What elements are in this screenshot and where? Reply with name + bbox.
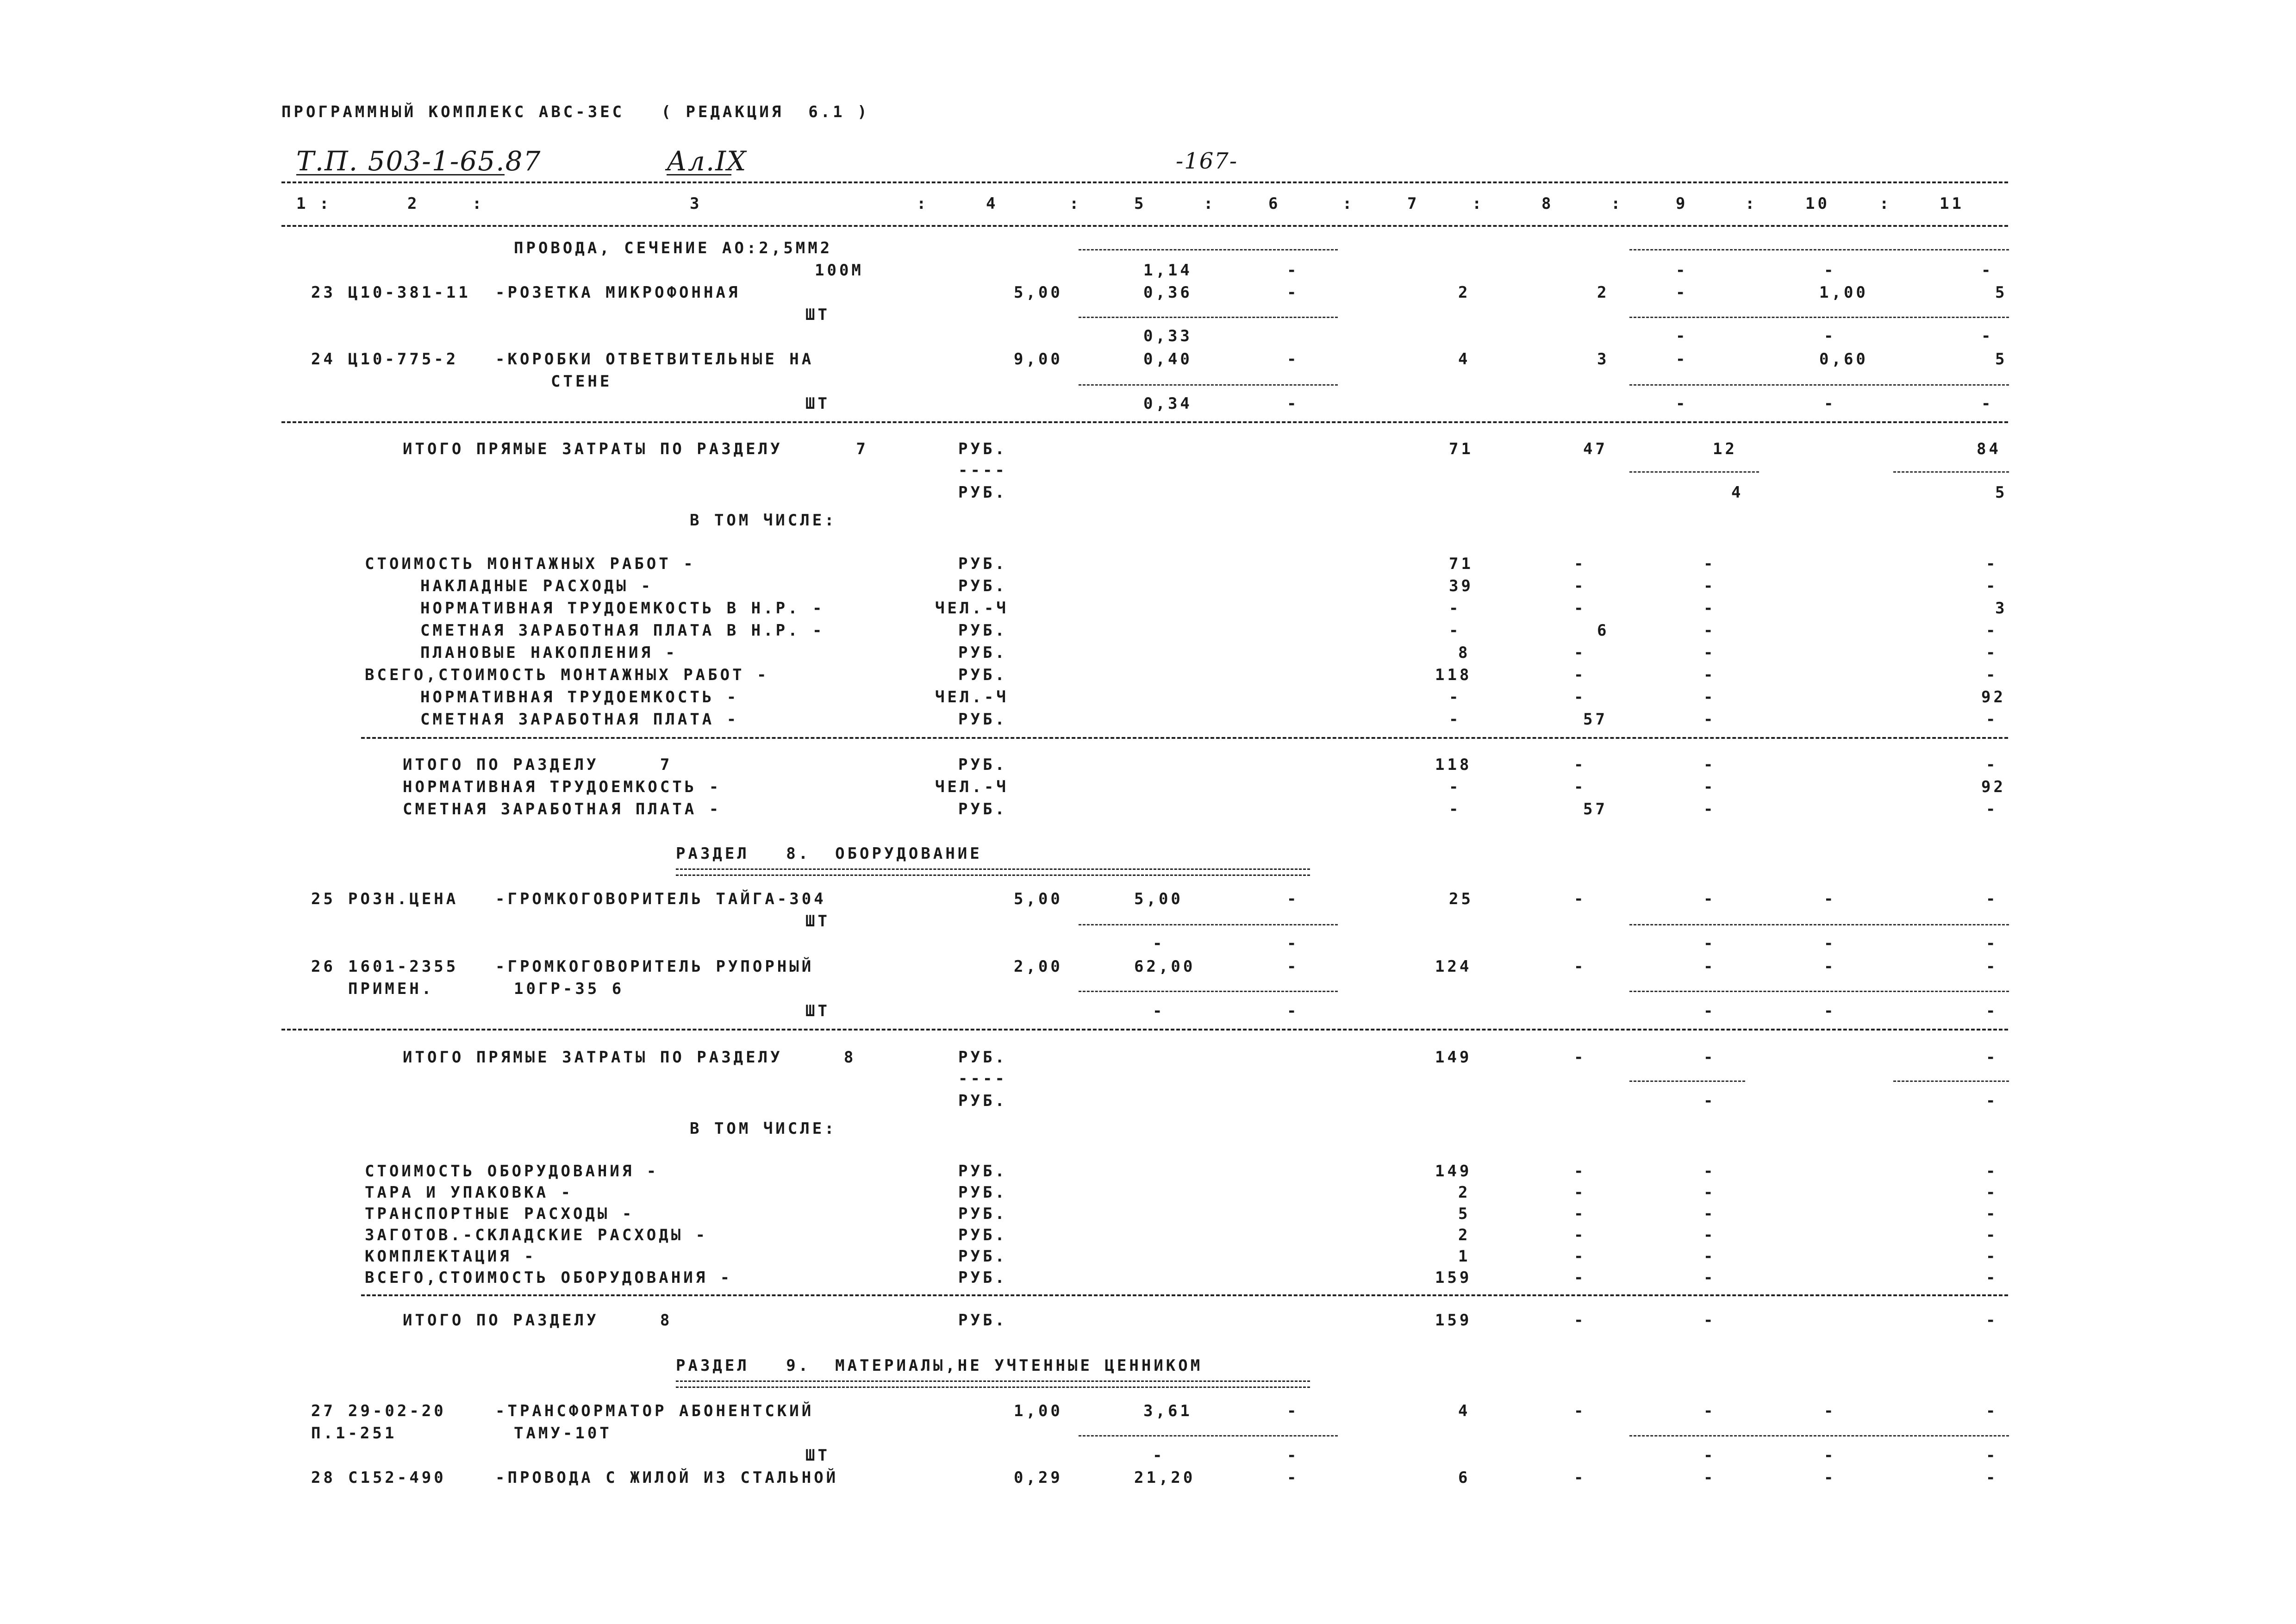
- cell-col11: -: [1986, 800, 1998, 818]
- row-number: 26: [311, 957, 336, 976]
- price-code: 29-02-20: [348, 1402, 446, 1420]
- cell-col11: -: [1986, 1247, 1998, 1266]
- item-name-cont: СТЕНЕ: [551, 372, 612, 391]
- unit-label: ШТ: [805, 394, 830, 413]
- cell-col7: -: [1449, 599, 1461, 618]
- cell-col8: -: [1574, 1247, 1586, 1266]
- cell-col11: 5: [1995, 483, 2008, 502]
- cell-col7: -: [1449, 710, 1461, 729]
- cell-col9: -: [1703, 1183, 1716, 1202]
- cell-col4: 1,00: [1014, 1402, 1063, 1420]
- cell-col11: -: [1986, 1048, 1998, 1067]
- column-sep: :: [319, 194, 332, 213]
- cell-col11: -: [1986, 934, 1998, 953]
- cell-col11: 92: [1981, 778, 2006, 796]
- unit-label: 100М: [815, 261, 864, 280]
- cell-col7: 6: [1458, 1468, 1471, 1487]
- cell-col8: 57: [1583, 800, 1608, 818]
- cell-col5: 62,00: [1134, 957, 1196, 976]
- unit-label: ЧЕЛ.-Ч: [935, 599, 1009, 618]
- column-3: 3: [690, 194, 702, 213]
- cell-col10: -: [1824, 1402, 1836, 1420]
- section-rule: [281, 1029, 2008, 1031]
- cell-col5: 5,00: [1134, 890, 1183, 908]
- cell-col11: -: [1986, 1002, 1998, 1020]
- row-number: 28: [311, 1468, 336, 1487]
- unit-label: РУБ.: [958, 1205, 1007, 1223]
- column-header-rule: [281, 225, 2008, 227]
- unit-label: РУБ.: [958, 555, 1007, 573]
- cell-col11: -: [1986, 666, 1998, 684]
- cell-col8: -: [1574, 1402, 1586, 1420]
- row-number: 23: [311, 283, 336, 302]
- section-rule: [361, 737, 2008, 739]
- breakdown-label: НАКЛАДНЫЕ РАСХОДЫ -: [420, 577, 653, 595]
- cell-col9: -: [1703, 1311, 1716, 1330]
- cell-col5: 0,33: [1143, 327, 1192, 345]
- section-rule: [281, 421, 2008, 423]
- item-name: -РОЗЕТКА МИКРОФОННАЯ: [495, 283, 741, 302]
- cell-col10: -: [1824, 261, 1836, 280]
- unit-label: ШТ: [805, 912, 830, 931]
- cell-col5: -: [1153, 1446, 1165, 1465]
- section-heading-underline: [676, 1380, 1310, 1388]
- cell-col7: 2: [1458, 283, 1471, 302]
- cell-col5: 21,20: [1134, 1468, 1196, 1487]
- unit-label: РУБ.: [958, 800, 1007, 818]
- price-code: С152-490: [348, 1468, 446, 1487]
- cell-col8: -: [1574, 1162, 1586, 1181]
- cell-col8: 47: [1583, 440, 1608, 458]
- cell-col9: -: [1703, 1162, 1716, 1181]
- column-sep: :: [1611, 194, 1623, 213]
- breakdown-label: СТОИМОСТЬ ОБОРУДОВАНИЯ -: [365, 1162, 659, 1181]
- cell-col11: -: [1986, 1183, 1998, 1202]
- price-code: РОЗН.ЦЕНА: [348, 890, 459, 908]
- column-sep: :: [472, 194, 485, 213]
- column-6: 6: [1268, 194, 1281, 213]
- cell-col9: -: [1703, 643, 1716, 662]
- cell-col7: 71: [1449, 440, 1473, 458]
- cell-col9: -: [1703, 957, 1716, 976]
- row-number: 27: [311, 1402, 336, 1420]
- cell-col8: -: [1574, 1048, 1586, 1067]
- cell-col9: -: [1703, 1048, 1716, 1067]
- cell-col11: -: [1981, 394, 1994, 413]
- cell-col7: 5: [1458, 1205, 1471, 1223]
- page-number: -167-: [1176, 148, 1238, 174]
- unit-dash: ----: [958, 1069, 1007, 1088]
- cell-col9: 12: [1713, 440, 1737, 458]
- cell-col9: -: [1703, 621, 1716, 640]
- cell-col7: -: [1449, 778, 1461, 796]
- cell-col4: 0,29: [1014, 1468, 1063, 1487]
- cell-col10: -: [1824, 934, 1836, 953]
- cell-col11: 92: [1981, 688, 2006, 706]
- cell-col7: 71: [1449, 555, 1473, 573]
- cell-col8: -: [1574, 1226, 1586, 1244]
- cell-col8: -: [1574, 778, 1586, 796]
- column-10: 10: [1805, 194, 1830, 213]
- cell-col8: -: [1574, 666, 1586, 684]
- cell-col8: -: [1574, 1311, 1586, 1330]
- cell-col9: -: [1703, 555, 1716, 573]
- including-label: В ТОМ ЧИСЛЕ:: [690, 1119, 837, 1138]
- unit-label: РУБ.: [958, 1048, 1007, 1067]
- cell-col10: -: [1824, 890, 1836, 908]
- cell-col7: 4: [1458, 350, 1471, 369]
- price-code-cont: П.1-251: [311, 1424, 397, 1443]
- cell-col5: 0,36: [1143, 283, 1192, 302]
- cell-col10: -: [1824, 1468, 1836, 1487]
- breakdown-label: СМЕТНАЯ ЗАРАБОТНАЯ ПЛАТА -: [420, 710, 739, 729]
- cell-col6: -: [1287, 1402, 1299, 1420]
- item-name: -ГРОМКОГОВОРИТЕЛЬ РУПОРНЫЙ: [495, 957, 814, 976]
- cell-col11: -: [1986, 643, 1998, 662]
- cell-col9: -: [1703, 1468, 1716, 1487]
- unit-label: РУБ.: [958, 756, 1007, 774]
- cell-col5: 0,40: [1143, 350, 1192, 369]
- price-code: 1601-2355: [348, 957, 459, 976]
- section-rule: [361, 1294, 2008, 1296]
- cell-col11: -: [1986, 1468, 1998, 1487]
- cell-col9: -: [1676, 283, 1688, 302]
- cell-col6: -: [1287, 934, 1299, 953]
- cell-col11: -: [1986, 957, 1998, 976]
- item-name: -ГРОМКОГОВОРИТЕЛЬ ТАЙГА-304: [495, 890, 826, 908]
- cell-col8: -: [1574, 555, 1586, 573]
- cell-col9: -: [1703, 1446, 1716, 1465]
- cell-col10: -: [1824, 1446, 1836, 1465]
- item-name: -ПРОВОДА С ЖИЛОЙ ИЗ СТАЛЬНОЙ: [495, 1468, 839, 1487]
- cell-rule: [1629, 384, 2009, 386]
- cell-col9: -: [1703, 890, 1716, 908]
- unit-label: РУБ.: [958, 1226, 1007, 1244]
- cell-col9: -: [1703, 599, 1716, 618]
- cell-col7: 149: [1435, 1048, 1472, 1067]
- cell-col11: -: [1986, 1205, 1998, 1223]
- cell-col7: 25: [1449, 890, 1473, 908]
- cell-rule: [1079, 384, 1338, 386]
- cell-col9: -: [1703, 577, 1716, 595]
- cell-col10: 0,60: [1819, 350, 1868, 369]
- cell-col4: 5,00: [1014, 890, 1063, 908]
- cell-rule: [1629, 991, 2009, 992]
- cell-col7: 4: [1458, 1402, 1471, 1420]
- cell-col9: -: [1703, 666, 1716, 684]
- cell-col8: -: [1574, 1205, 1586, 1223]
- cell-rule: [1629, 249, 2009, 250]
- wire-section-label: ПРОВОДА, СЕЧЕНИЕ АО:2,5ММ2: [514, 239, 833, 257]
- cell-col8: -: [1574, 688, 1586, 706]
- cell-col5: -: [1153, 1002, 1165, 1020]
- cell-col11: -: [1986, 1092, 1998, 1110]
- cell-col9: -: [1676, 261, 1688, 280]
- cell-col4: 9,00: [1014, 350, 1063, 369]
- cell-col8: -: [1574, 957, 1586, 976]
- row-number: 25: [311, 890, 336, 908]
- cell-col4: 2,00: [1014, 957, 1063, 976]
- unit-label: РУБ.: [958, 710, 1007, 729]
- cell-col8: -: [1574, 1468, 1586, 1487]
- cell-col6: -: [1287, 394, 1299, 413]
- cell-col6: -: [1287, 261, 1299, 280]
- cell-rule: [1079, 249, 1338, 250]
- document-code: Т.П. 503-1-65.87: [296, 145, 542, 177]
- cell-col11: -: [1981, 327, 1994, 345]
- cell-col8: 6: [1597, 621, 1610, 640]
- cell-col8: -: [1574, 1183, 1586, 1202]
- unit-label: ЧЕЛ.-Ч: [935, 688, 1009, 706]
- column-sep: :: [1745, 194, 1758, 213]
- cell-col9: -: [1703, 1092, 1716, 1110]
- cell-col10: -: [1824, 394, 1836, 413]
- cell-col9: -: [1703, 1002, 1716, 1020]
- cell-col9: -: [1703, 688, 1716, 706]
- cell-col6: -: [1287, 1446, 1299, 1465]
- cell-col9: -: [1676, 327, 1688, 345]
- cell-col11: 84: [1977, 440, 2001, 458]
- breakdown-label: НОРМАТИВНАЯ ТРУДОЕМКОСТЬ -: [420, 688, 739, 706]
- unit-label: ШТ: [805, 1002, 830, 1020]
- cell-rule: [1629, 924, 2009, 925]
- table-top-rule: [281, 181, 2008, 183]
- unit-label: ЧЕЛ.-Ч: [935, 778, 1009, 796]
- cell-col7: -: [1449, 800, 1461, 818]
- unit-label: РУБ.: [958, 1247, 1007, 1266]
- breakdown-label: НОРМАТИВНАЯ ТРУДОЕМКОСТЬ В Н.Р. -: [420, 599, 825, 618]
- cell-rule: [1079, 1435, 1338, 1437]
- breakdown-label: КОМПЛЕКТАЦИЯ -: [365, 1247, 537, 1266]
- section-heading-underline: [676, 868, 1310, 876]
- cell-col8: -: [1574, 577, 1586, 595]
- column-1: 1: [296, 194, 309, 213]
- column-11: 11: [1940, 194, 1964, 213]
- unit-label: РУБ.: [958, 1183, 1007, 1202]
- cell-col7: 159: [1435, 1311, 1472, 1330]
- cell-col11: -: [1986, 1446, 1998, 1465]
- cell-col8: -: [1574, 756, 1586, 774]
- unit-label: РУБ.: [958, 1162, 1007, 1181]
- column-7: 7: [1407, 194, 1420, 213]
- breakdown-label: ТРАНСПОРТНЫЕ РАСХОДЫ -: [365, 1205, 635, 1223]
- cell-col9: -: [1703, 800, 1716, 818]
- cell-rule: [1079, 317, 1338, 318]
- column-5: 5: [1134, 194, 1147, 213]
- cell-col7: -: [1449, 688, 1461, 706]
- cell-col9: -: [1676, 350, 1688, 369]
- cell-col7: 118: [1435, 666, 1472, 684]
- unit-label: РУБ.: [958, 440, 1007, 458]
- cell-col6: -: [1287, 957, 1299, 976]
- cell-col9: -: [1703, 1226, 1716, 1244]
- cell-col5: 3,61: [1143, 1402, 1192, 1420]
- program-header: ПРОГРАММНЫЙ КОМПЛЕКС АВС-3ЕС ( РЕДАКЦИЯ 6.1 ): [281, 103, 870, 121]
- cell-col7: 8: [1458, 643, 1471, 662]
- cell-col8: 3: [1597, 350, 1610, 369]
- summary-label: СМЕТНАЯ ЗАРАБОТНАЯ ПЛАТА -: [403, 800, 722, 818]
- total-label: ИТОГО ПРЯМЫЕ ЗАТРАТЫ ПО РАЗДЕЛУ 8: [403, 1048, 856, 1067]
- unit-label: РУБ.: [958, 643, 1007, 662]
- column-sep: :: [1879, 194, 1892, 213]
- breakdown-label: ЗАГОТОВ.-СКЛАДСКИЕ РАСХОДЫ -: [365, 1226, 708, 1244]
- unit-label: РУБ.: [958, 577, 1007, 595]
- cell-col6: -: [1287, 1468, 1299, 1487]
- unit-label: РУБ.: [958, 1268, 1007, 1287]
- cell-col10: -: [1824, 327, 1836, 345]
- cell-col11: -: [1986, 1226, 1998, 1244]
- cell-col6: -: [1287, 890, 1299, 908]
- summary-label: ИТОГО ПО РАЗДЕЛУ 8: [403, 1311, 673, 1330]
- album-number: Ал.IX: [667, 145, 747, 177]
- cell-col10: 1,00: [1819, 283, 1868, 302]
- item-name-cont: 10ГР-35 6: [514, 980, 624, 998]
- cell-col6: -: [1287, 350, 1299, 369]
- summary-label: ИТОГО ПО РАЗДЕЛУ 7: [403, 756, 673, 774]
- cell-col11: -: [1986, 710, 1998, 729]
- cell-col7: 149: [1435, 1162, 1472, 1181]
- breakdown-label: СМЕТНАЯ ЗАРАБОТНАЯ ПЛАТА В Н.Р. -: [420, 621, 825, 640]
- breakdown-label: ПЛАНОВЫЕ НАКОПЛЕНИЯ -: [420, 643, 678, 662]
- cell-col8: -: [1574, 599, 1586, 618]
- price-code-cont: ПРИМЕН.: [348, 980, 434, 998]
- cell-col11: -: [1986, 890, 1998, 908]
- cell-rule: [1893, 1081, 2009, 1082]
- unit-label: РУБ.: [958, 1311, 1007, 1330]
- unit-label: РУБ.: [958, 621, 1007, 640]
- cell-col10: -: [1824, 1002, 1836, 1020]
- column-sep: :: [1342, 194, 1355, 213]
- cell-col11: -: [1986, 577, 1998, 595]
- cell-col8: 2: [1597, 283, 1610, 302]
- cell-col7: 124: [1435, 957, 1472, 976]
- cell-col7: 2: [1458, 1226, 1471, 1244]
- cell-rule: [1079, 924, 1338, 925]
- cell-col5: -: [1153, 934, 1165, 953]
- cell-col9: -: [1703, 1247, 1716, 1266]
- price-code: Ц10-775-2: [348, 350, 459, 369]
- cell-col11: -: [1986, 1402, 1998, 1420]
- item-name-cont: ТАМУ-10Т: [514, 1424, 612, 1443]
- column-sep: :: [1472, 194, 1485, 213]
- cell-rule: [1629, 1435, 2009, 1437]
- column-8: 8: [1541, 194, 1554, 213]
- cell-col11: -: [1986, 1268, 1998, 1287]
- column-2: 2: [407, 194, 420, 213]
- cell-col9: -: [1703, 1268, 1716, 1287]
- unit-dash: ----: [958, 461, 1007, 480]
- breakdown-label: ТАРА И УПАКОВКА -: [365, 1183, 573, 1202]
- item-name: -КОРОБКИ ОТВЕТВИТЕЛЬНЫЕ НА: [495, 350, 814, 369]
- cell-col7: 118: [1435, 756, 1472, 774]
- cell-rule: [1893, 471, 2009, 473]
- cell-col8: 57: [1583, 710, 1608, 729]
- cell-col11: -: [1986, 1162, 1998, 1181]
- cell-rule: [1629, 1081, 1745, 1082]
- cell-col8: -: [1574, 643, 1586, 662]
- column-9: 9: [1676, 194, 1688, 213]
- summary-label: НОРМАТИВНАЯ ТРУДОЕМКОСТЬ -: [403, 778, 722, 796]
- cell-col11: -: [1986, 756, 1998, 774]
- cell-col8: -: [1574, 890, 1586, 908]
- column-4: 4: [986, 194, 998, 213]
- price-code: Ц10-381-11: [348, 283, 471, 302]
- cell-col9: -: [1703, 778, 1716, 796]
- breakdown-label: ВСЕГО,СТОИМОСТЬ МОНТАЖНЫХ РАБОТ -: [365, 666, 769, 684]
- including-label: В ТОМ ЧИСЛЕ:: [690, 511, 837, 530]
- unit-label: РУБ.: [958, 1092, 1007, 1110]
- cell-col9: -: [1703, 1205, 1716, 1223]
- cell-col9: 4: [1731, 483, 1744, 502]
- breakdown-label: ВСЕГО,СТОИМОСТЬ ОБОРУДОВАНИЯ -: [365, 1268, 733, 1287]
- column-sep: :: [1069, 194, 1082, 213]
- section-heading-8: РАЗДЕЛ 8. ОБОРУДОВАНИЕ: [676, 844, 982, 863]
- cell-col11: 3: [1995, 599, 2008, 618]
- cell-col10: -: [1824, 957, 1836, 976]
- cell-col11: 5: [1995, 283, 2008, 302]
- unit-label: ШТ: [805, 1446, 830, 1465]
- cell-col11: -: [1981, 261, 1994, 280]
- cell-col5: 0,34: [1143, 394, 1192, 413]
- cell-col11: 5: [1995, 350, 2008, 369]
- cell-col9: -: [1703, 934, 1716, 953]
- unit-label: РУБ.: [958, 483, 1007, 502]
- cell-col11: -: [1986, 621, 1998, 640]
- row-number: 24: [311, 350, 336, 369]
- cell-col6: -: [1287, 283, 1299, 302]
- cell-col9: -: [1703, 756, 1716, 774]
- cell-col9: -: [1703, 710, 1716, 729]
- cell-col6: -: [1287, 1002, 1299, 1020]
- item-name: -ТРАНСФОРМАТОР АБОНЕНТСКИЙ: [495, 1402, 814, 1420]
- total-label: ИТОГО ПРЯМЫЕ ЗАТРАТЫ ПО РАЗДЕЛУ 7: [403, 440, 868, 458]
- cell-col7: -: [1449, 621, 1461, 640]
- cell-col7: 2: [1458, 1183, 1471, 1202]
- cell-col8: -: [1574, 1268, 1586, 1287]
- cell-rule: [1079, 991, 1338, 992]
- unit-label: ШТ: [805, 306, 830, 324]
- breakdown-label: СТОИМОСТЬ МОНТАЖНЫХ РАБОТ -: [365, 555, 696, 573]
- album-underline: [667, 174, 731, 175]
- column-sep: :: [1204, 194, 1216, 213]
- cell-rule: [1629, 317, 2009, 318]
- section-heading-9: РАЗДЕЛ 9. МАТЕРИАЛЫ,НЕ УЧТЕННЫЕ ЦЕННИКОМ: [676, 1356, 1203, 1375]
- cell-col5: 1,14: [1143, 261, 1192, 280]
- document-code-underline: [296, 174, 505, 175]
- cell-rule: [1629, 471, 1759, 473]
- cell-col11: -: [1986, 1311, 1998, 1330]
- cell-col7: 159: [1435, 1268, 1472, 1287]
- cell-col4: 5,00: [1014, 283, 1063, 302]
- cell-col9: -: [1703, 1402, 1716, 1420]
- cell-col7: 39: [1449, 577, 1473, 595]
- cell-col11: -: [1986, 555, 1998, 573]
- unit-label: РУБ.: [958, 666, 1007, 684]
- column-sep: :: [917, 194, 929, 213]
- cell-col7: 1: [1458, 1247, 1471, 1266]
- cell-col9: -: [1676, 394, 1688, 413]
